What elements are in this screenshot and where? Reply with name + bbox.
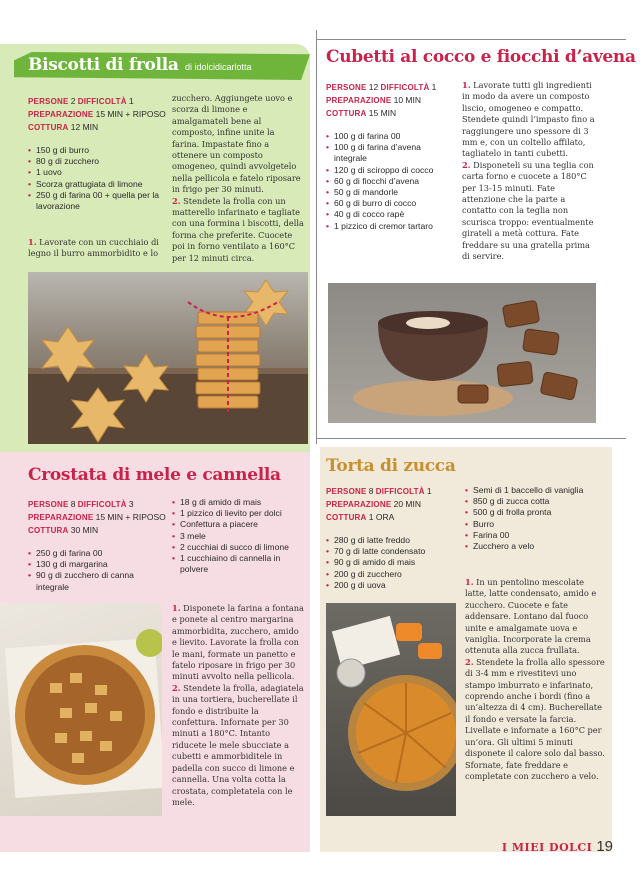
cubetti-meta: PERSONE 12 DIFFICOLTÀ 1 PREPARAZIONE 10 MIN COTTURA 15 MIN	[326, 82, 437, 118]
vertical-divider	[316, 30, 317, 444]
list-item: • 250 g di farina 00 + quella per la lavorazione	[28, 190, 168, 212]
list-item: • 280 g di latte freddo	[326, 535, 461, 546]
cubetti-title: Cubetti al cocco e fiocchi d’avena	[326, 47, 636, 67]
list-item: • 150 g di burro	[28, 145, 168, 156]
torta-steps: 1. In un pentolino mescolate latte, latte condensato, amido e zucchero. Cuocete e fate addensare. Lontano dal fuoco unite e amalgamate uova e vaniglia. Incorporate la crema ottenuta alla zucca frullata. 2. Stendete la frolla allo spessore di 3-4 mm e rivestitevi uno stampo imburrato e infarinato, coprendo anche i bordi (fino a un’altezza di 4 cm). Bucherellate il fondo e versate la farcia. Livellate e infornate a 160°C per un’ora. Gli ultimi 5 minuti disponete il calore solo dal basso. Sfornate, fate freddare e completate con zucchero a velo.	[465, 577, 605, 781]
list-item: • 200 g di zucchero	[326, 569, 461, 580]
crostata-photo	[0, 603, 162, 816]
crostata-ingredients-right	[172, 497, 310, 575]
biscotti-steps-right: zucchero. Aggiungete uovo e scorza di limone e amalgamateli bene al composto, infine unite la farina. Impastate fino a ottenere un composto omogeneo, quindi avvolgetelo nella pellicola e fatelo riposare in frigo per 30 minuti. 2. Stendete la frolla con un matterello infarinato e tagliate con una formina i biscotti, della forma che preferite. Cuocete poi in forno ventilato a 160°C per 12 minuti circa.	[172, 93, 304, 263]
cubetti-ingredients	[326, 131, 456, 232]
list-item: • 1 pizzico di cremor tartaro	[326, 221, 456, 232]
list-item: • 60 g di burro di cocco	[326, 198, 456, 209]
list-item: • 90 g di amido di mais	[326, 557, 461, 568]
torta-ingredients-right	[465, 485, 605, 552]
crostata-title: Crostata di mele e cannella	[28, 465, 281, 485]
list-item: • 40 g di cocco rapè	[326, 209, 456, 220]
biscotti-step-1: 1. Lavorate con un cucchiaio di legno il burro ammorbidito e lo	[28, 237, 159, 259]
cookies-illustration	[28, 272, 308, 444]
biscotti-photo	[28, 272, 308, 444]
list-item: • 100 g di farina d’avena integrale	[326, 142, 456, 164]
list-item: • Zucchero a velo	[465, 541, 605, 552]
cubetti-illustration	[328, 283, 596, 423]
crostata-steps: 1. Disponete la farina a fontana e ponete al centro margarina ammorbidita, zucchero, amido e lievito. Lavorate la frolla con le mani, formate un panetto e fatelo riposare in frigo per 30 minuti avvolto nella pellicola. 2. Stendete la frolla, adagiatela in una tortiera, bucherellate il fondo e distribuite la confettura. Infornate per 30 minuti a 180°C. Intanto riducete le mele sbucciate a cubetti e ammorbiditele in padella con succo di limone e cannella. Una volta cotta la crostata, completatela con le mele.	[172, 603, 304, 807]
list-item: • 200 g di uova	[326, 580, 461, 591]
list-item: • 120 g di sciroppo di cocco	[326, 165, 456, 176]
list-item: • 80 g di zucchero	[28, 156, 168, 167]
torta-ingredients-left	[326, 535, 461, 591]
list-item: • Burro	[465, 519, 605, 530]
list-item: • 250 g di farina 00	[28, 548, 168, 559]
list-item: • 1 pizzico di lievito per dolci	[172, 508, 310, 519]
list-item: • 100 g di farina 00	[326, 131, 456, 142]
torta-meta: PERSONE 8 DIFFICOLTÀ 1 PREPARAZIONE 20 MIN COTTURA 1 ORA	[326, 486, 432, 522]
list-item: • 60 g di fiocchi d’avena	[326, 176, 456, 187]
list-item: • 130 g di margarina	[28, 559, 168, 570]
cubetti-steps: 1. Lavorate tutti gli ingredienti in modo da avere un composto liscio, omogeneo e compatto. Stendete quindi l’impasto fino a raggiungere uno spessore di 3 mm e, con un coltello affilato, tagliatelo in tanti cubetti. 2. Disponeteli su una teglia con carta forno e cuocete a 180°C per 13-15 minuti. Fate attenzione che la parte a contatto con la teglia non scurisca troppo: eventualmente girateli a metà cottura. Fate freddare su una gratella prima di servire.	[462, 80, 595, 262]
list-item: • 500 g di frolla pronta	[465, 507, 605, 518]
list-item: • Scorza grattugiata di limone	[28, 179, 168, 190]
crostata-illustration	[0, 603, 162, 816]
list-item: • 850 g di zucca cotta	[465, 496, 605, 507]
torta-title: Torta di zucca	[326, 456, 456, 476]
biscotti-meta: PERSONE 2 DIFFICOLTÀ 1 PREPARAZIONE 15 MIN + RIPOSO COTTURA 12 MIN	[28, 96, 166, 132]
torta-photo	[326, 603, 456, 816]
torta-illustration	[326, 603, 456, 816]
page-number: 19	[596, 838, 613, 855]
list-item: • Farina 00	[465, 530, 605, 541]
crostata-ingredients-left	[28, 548, 168, 593]
footer	[502, 838, 613, 855]
list-item: • Semi di 1 baccello di vaniglia	[465, 485, 605, 496]
list-item: • 18 g di amido di mais	[172, 497, 310, 508]
list-item: • Confettura a piacere	[172, 519, 310, 530]
list-item: • 90 g di zucchero di canna integrale	[28, 570, 168, 592]
biscotti-title-row	[28, 55, 252, 75]
list-item: • 50 g di mandorle	[326, 187, 456, 198]
top-divider	[316, 39, 626, 40]
list-item: • 3 mele	[172, 531, 310, 542]
biscotti-title: Biscotti di frolla	[28, 55, 179, 75]
list-item: • 70 g di latte condensato	[326, 546, 461, 557]
crostata-meta: PERSONE 8 DIFFICOLTÀ 3 PREPARAZIONE 15 MIN + RIPOSO COTTURA 30 MIN	[28, 499, 166, 535]
biscotti-ingredients	[28, 145, 168, 212]
list-item: • 1 cucchiaino di cannella in polvere	[172, 553, 310, 575]
horizontal-divider	[316, 438, 626, 439]
magazine-name: I MIEI DOLCI	[501, 841, 593, 854]
biscotti-author: di idolcidicarlotta	[185, 62, 252, 72]
list-item: • 1 uovo	[28, 167, 168, 178]
list-item: • 2 cucchiai di succo di limone	[172, 542, 310, 553]
cubetti-photo	[328, 283, 596, 423]
